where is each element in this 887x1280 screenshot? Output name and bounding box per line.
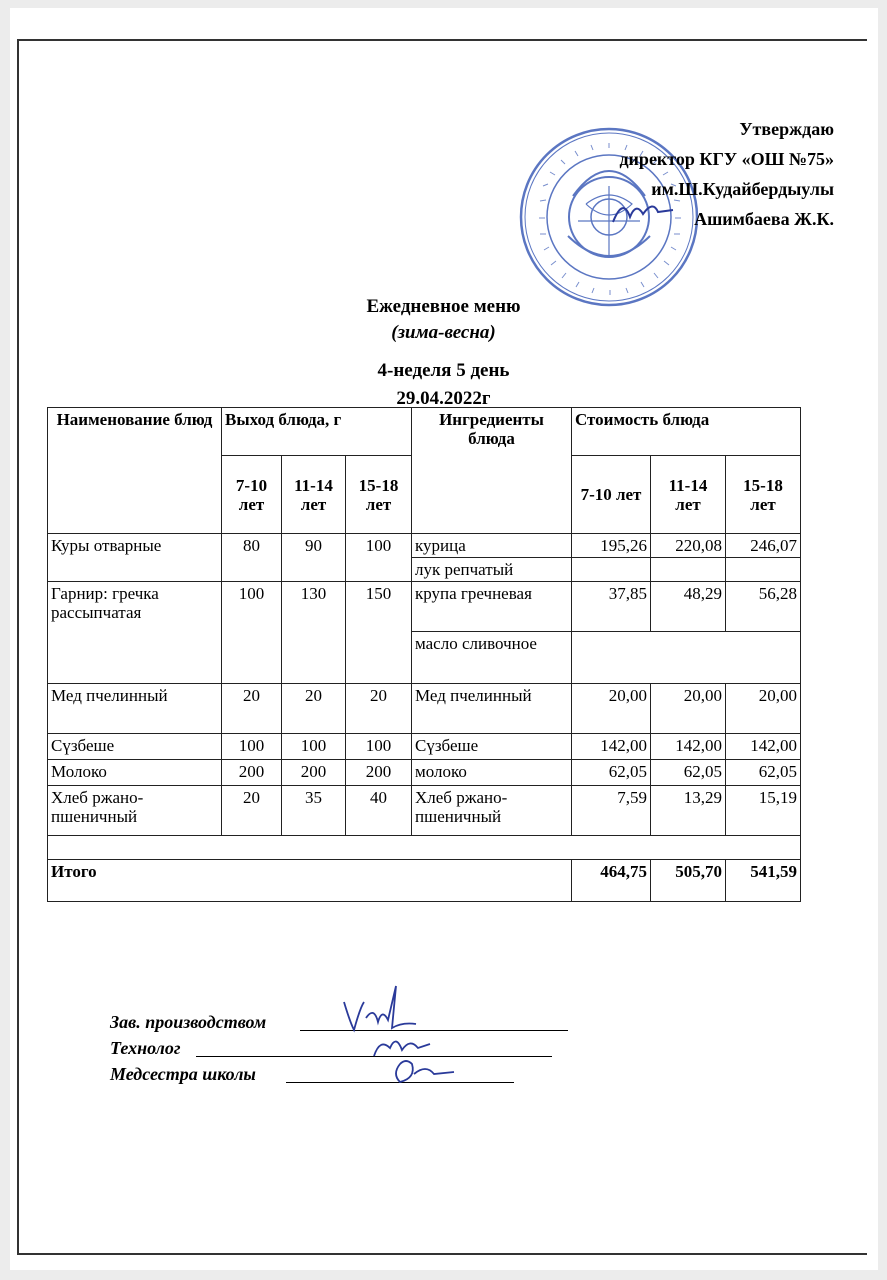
cost-age-2: 62,05 <box>651 760 726 786</box>
table-row <box>48 582 801 632</box>
output-age-1: 100 <box>222 734 282 760</box>
technologist-label: Технолог <box>110 1038 181 1058</box>
output-age-2: 200 <box>282 760 346 786</box>
cost-age-2: 220,08 <box>651 534 726 558</box>
output-age-2: 90 <box>282 534 346 582</box>
header-ingredients: Ингредиенты блюда <box>412 408 572 534</box>
ingredient: молоко <box>412 760 572 786</box>
output-age-3: 100 <box>346 534 412 582</box>
cost-age-3: 62,05 <box>726 760 801 786</box>
ingredient: Мед пчелинный <box>412 684 572 734</box>
output-age-3: 150 <box>346 582 412 684</box>
approval-label: Утверждаю <box>739 119 834 139</box>
table-row <box>48 684 801 734</box>
ingredient: масло сливочное <box>412 632 572 684</box>
header-age-3: 15-18 лет <box>346 456 412 534</box>
dish-name: Гарнир: гречка рассыпчатая <box>48 582 222 684</box>
output-age-2: 20 <box>282 684 346 734</box>
page-title: Ежедневное меню <box>366 296 521 317</box>
cost-age-1: 195,26 <box>572 534 651 558</box>
total-age-2: 505,70 <box>651 860 726 902</box>
dish-name: Сүзбеше <box>48 734 222 760</box>
cost-age-1: 7,59 <box>572 786 651 836</box>
cost-age-3: 142,00 <box>726 734 801 760</box>
menu-date: 29.04.2022г <box>396 388 491 409</box>
output-age-1: 20 <box>222 786 282 836</box>
table-row <box>48 786 801 836</box>
total-age-1: 464,75 <box>572 860 651 902</box>
header-name: Наименование блюд <box>48 408 222 534</box>
cost-age-3: 15,19 <box>726 786 801 836</box>
cost-age-2: 13,29 <box>651 786 726 836</box>
ingredient: Сүзбеше <box>412 734 572 760</box>
output-age-1: 200 <box>222 760 282 786</box>
header-output: Выход блюда, г <box>222 408 412 456</box>
approval-name: Ашимбаева Ж.К. <box>694 209 834 229</box>
ingredient: Хлеб ржано-пшеничный <box>412 786 572 836</box>
ingredient: лук репчатый <box>412 558 572 582</box>
output-age-1: 80 <box>222 534 282 582</box>
table-row <box>48 734 801 760</box>
output-age-2: 100 <box>282 734 346 760</box>
cost-age-2: 48,29 <box>651 582 726 632</box>
dish-name: Хлеб ржано-пшеничный <box>48 786 222 836</box>
table-row <box>48 760 801 786</box>
nurse-label: Медсестра школы <box>110 1064 256 1084</box>
approval-position: директор КГУ «ОШ №75» <box>619 149 834 169</box>
week-day: 4-неделя 5 день <box>377 360 510 381</box>
production-head-label: Зав. производством <box>110 1012 267 1032</box>
header-cost-age-2: 11-14 лет <box>651 456 726 534</box>
cost-age-1: 37,85 <box>572 582 651 632</box>
output-age-3: 200 <box>346 760 412 786</box>
output-age-3: 20 <box>346 684 412 734</box>
empty-row <box>48 836 801 860</box>
header-age-1: 7-10 лет <box>222 456 282 534</box>
handwritten-signatures <box>330 978 470 1088</box>
cost-age-1: 62,05 <box>572 760 651 786</box>
ingredient: курица <box>412 534 572 558</box>
ingredient: крупа гречневая <box>412 582 572 632</box>
output-age-2: 130 <box>282 582 346 684</box>
approval-school: им.Ш.Кудайбердыулы <box>651 179 834 199</box>
season-subtitle: (зима-весна) <box>391 322 496 343</box>
output-age-2: 35 <box>282 786 346 836</box>
header-cost-age-1: 7-10 лет <box>572 456 651 534</box>
cost-age-2: 20,00 <box>651 684 726 734</box>
cost-age-2: 142,00 <box>651 734 726 760</box>
header-cost: Стоимость блюда <box>572 408 801 456</box>
table-row <box>48 534 801 558</box>
cost-age-3: 56,28 <box>726 582 801 632</box>
header-age-2: 11-14 лет <box>282 456 346 534</box>
header-row <box>48 408 801 456</box>
total-label: Итого <box>48 860 572 902</box>
dish-name: Молоко <box>48 760 222 786</box>
total-age-3: 541,59 <box>726 860 801 902</box>
dish-name: Куры отварные <box>48 534 222 582</box>
total-row <box>48 860 801 902</box>
cost-age-3: 246,07 <box>726 534 801 558</box>
cost-age-1: 142,00 <box>572 734 651 760</box>
output-age-1: 100 <box>222 582 282 684</box>
cost-age-1: 20,00 <box>572 684 651 734</box>
dish-name: Мед пчелинный <box>48 684 222 734</box>
output-age-3: 40 <box>346 786 412 836</box>
cost-age-3: 20,00 <box>726 684 801 734</box>
header-cost-age-3: 15-18 лет <box>726 456 801 534</box>
output-age-3: 100 <box>346 734 412 760</box>
menu-table <box>47 407 801 902</box>
output-age-1: 20 <box>222 684 282 734</box>
director-signature <box>608 192 678 232</box>
